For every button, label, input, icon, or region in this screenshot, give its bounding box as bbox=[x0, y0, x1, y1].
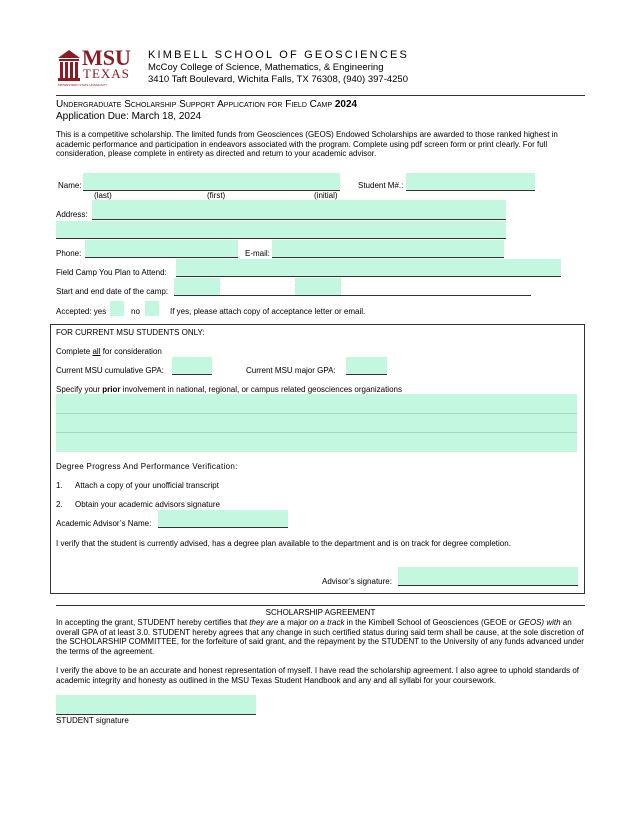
advisor-signature-input[interactable] bbox=[398, 567, 578, 586]
college-name: McCoy College of Science, Mathematics, & Engineering bbox=[148, 62, 384, 73]
intro-paragraph: This is a competitive scholarship. The limited funds from Geosciences (GEOS) Endowed Scholarships are awarded to those ranked highest in academic performance and participation in endeavors associated with the program. Complete using pdf screen form or print clearly. For full consideration, please complete in entirety as directed and return to your academic advisor. bbox=[56, 130, 558, 158]
accepted-note: If yes, please attach copy of acceptance letter or email. bbox=[170, 307, 366, 316]
form-title-year: 2024 bbox=[334, 99, 358, 110]
accepted-no-label: no bbox=[131, 307, 140, 316]
prior-involvement-textarea[interactable] bbox=[56, 394, 577, 452]
msu-section-heading: FOR CURRENT MSU STUDENTS ONLY: bbox=[56, 328, 205, 337]
logo-msu-text: MSU bbox=[82, 45, 131, 70]
address-input-line2[interactable] bbox=[56, 221, 506, 239]
camp-dates-line-2 bbox=[341, 278, 531, 296]
advisor-signature-label: Advisor’s signature: bbox=[322, 577, 392, 586]
agreement-heading: SCHOLARSHIP AGREEMENT bbox=[265, 608, 376, 617]
email-label: E-mail: bbox=[245, 249, 270, 258]
application-due: Application Due: March 18, 2024 bbox=[56, 111, 202, 122]
gpa-cumulative-input[interactable] bbox=[172, 357, 212, 375]
prior-pre: Specify your bbox=[56, 385, 103, 394]
accepted-yes-label: Accepted: yes bbox=[56, 307, 107, 316]
accepted-no-checkbox[interactable] bbox=[145, 301, 159, 316]
header-divider bbox=[56, 95, 585, 96]
field-camp-label: Field Camp You Plan to Attend: bbox=[56, 268, 167, 277]
textarea-rule-2 bbox=[56, 432, 577, 433]
university-building-icon bbox=[58, 50, 80, 82]
step-1-number: 1. bbox=[56, 481, 63, 490]
address-input-line1[interactable] bbox=[92, 200, 506, 220]
phone-label: Phone: bbox=[56, 249, 82, 258]
msu-students-section bbox=[50, 324, 585, 594]
logo-sub-text: MIDWESTERN STATE UNIVERSITY bbox=[58, 83, 108, 87]
complete-pre: Complete bbox=[56, 347, 93, 356]
address-label: Address: bbox=[56, 210, 88, 219]
name-sub-first: (first) bbox=[207, 191, 226, 200]
student-signature-label: STUDENT signature bbox=[56, 716, 129, 725]
form-title-text: Undergraduate Scholarship Support Application for Field Camp bbox=[56, 99, 333, 110]
prior-bold: prior bbox=[102, 385, 121, 394]
agreement-divider bbox=[56, 605, 585, 606]
p1-e: in the Kimbell School of Geosciences (GEOE or bbox=[344, 618, 519, 627]
p1-c: a major bbox=[278, 618, 310, 627]
accepted-yes-checkbox[interactable] bbox=[110, 301, 124, 316]
camp-dates-label: Start and end date of the camp: bbox=[56, 287, 169, 296]
agreement-paragraph-1 bbox=[56, 618, 584, 657]
gpa-cumulative-label: Current MSU cumulative GPA: bbox=[56, 366, 164, 375]
school-address: 3410 Taft Boulevard, Wichita Falls, TX 76308, (940) 397-4250 bbox=[148, 74, 408, 85]
p1-b: they are bbox=[249, 618, 279, 627]
email-input[interactable] bbox=[272, 240, 504, 258]
name-sub-initial: (initial) bbox=[314, 191, 338, 200]
p1-d: on a track bbox=[309, 618, 345, 627]
camp-start-input[interactable] bbox=[174, 278, 220, 296]
step-2-number: 2. bbox=[56, 500, 63, 509]
advisor-verify-text: I verify that the student is currently advised, has a degree plan available to the department and is on track for degree completion. bbox=[56, 539, 511, 548]
textarea-rule-1 bbox=[56, 413, 577, 414]
field-camp-input[interactable] bbox=[176, 259, 561, 277]
logo-texas-text: TEXAS bbox=[83, 66, 130, 81]
p1-a: In accepting the grant, STUDENT hereby certifies that bbox=[56, 618, 250, 627]
name-sub-last: (last) bbox=[94, 191, 112, 200]
degree-progress-heading: Degree Progress And Performance Verification: bbox=[56, 462, 238, 471]
step-2-text: Obtain your academic advisors signature bbox=[75, 500, 220, 509]
student-no-label: Student M#.: bbox=[358, 181, 404, 190]
gpa-major-input[interactable] bbox=[346, 357, 387, 375]
student-no-input[interactable] bbox=[406, 173, 535, 191]
complete-all: all bbox=[92, 347, 101, 356]
p1-f: GEOS) bbox=[518, 618, 545, 627]
student-signature-input[interactable] bbox=[56, 695, 256, 715]
name-label: Name: bbox=[58, 181, 82, 190]
p1-h: an overall GPA of at least 3.0. STUDENT hereby agrees that any change in such certified status during said term shall be cause, at the sole discretion of the SCHOLARSHIP COMMITTEE, for the forfeiture of said grant, and the repayment by the STUDENT to the University of any funds advanced under the terms of the agreement. bbox=[56, 618, 584, 657]
complete-all-note bbox=[56, 347, 162, 357]
name-input[interactable] bbox=[83, 173, 340, 191]
advisor-name-input[interactable] bbox=[158, 510, 288, 528]
camp-end-input[interactable] bbox=[295, 278, 341, 296]
complete-post: for consideration bbox=[100, 347, 162, 356]
prior-post: involvement in national, regional, or campus related geosciences organizations bbox=[120, 385, 402, 394]
p1-g: with bbox=[546, 618, 561, 627]
msu-logo bbox=[58, 45, 136, 90]
advisor-name-label: Academic Advisor’s Name: bbox=[56, 519, 152, 528]
gpa-major-label: Current MSU major GPA: bbox=[246, 366, 336, 375]
camp-dates-line bbox=[220, 278, 295, 296]
step-1-text: Attach a copy of your unofficial transcript bbox=[75, 481, 219, 490]
agreement-paragraph-2: I verify the above to be an accurate and honest representation of myself. I have read the scholarship agreement. I also agree to uphold standards of academic integrity and honesty as outlined in the MSU Texas Student Handbook and any and all syllabi for your coursework. bbox=[56, 666, 579, 685]
school-name: KIMBELL SCHOOL OF GEOSCIENCES bbox=[148, 49, 410, 61]
phone-input[interactable] bbox=[85, 240, 238, 258]
form-title bbox=[56, 99, 357, 111]
